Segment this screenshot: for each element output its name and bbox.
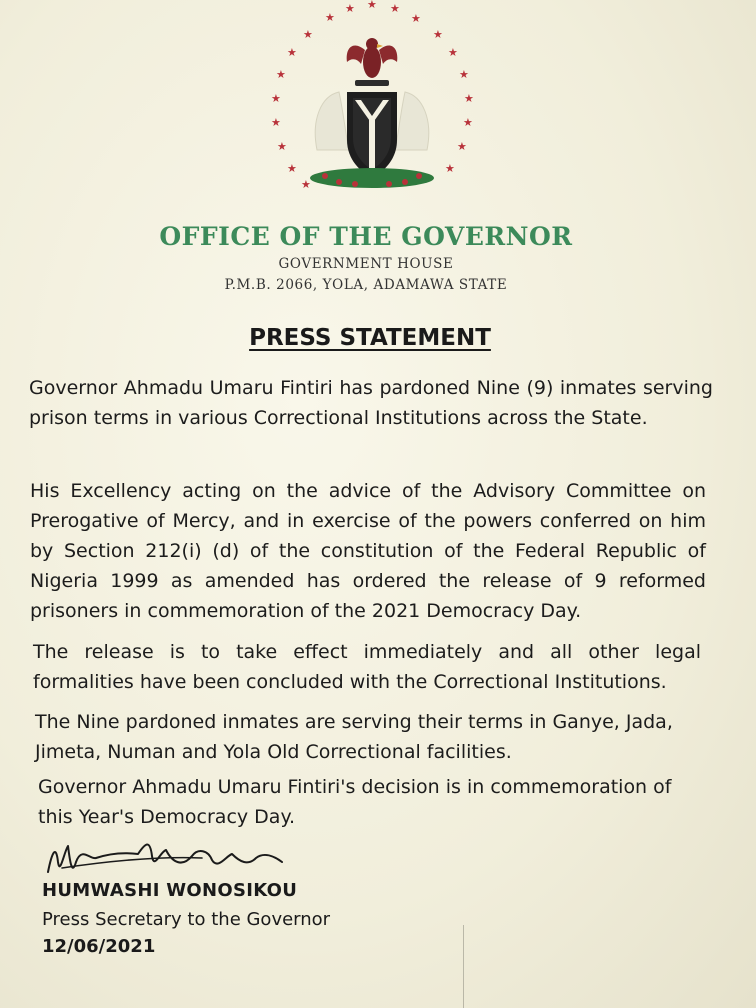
- svg-text:★: ★: [445, 162, 455, 175]
- paragraph-1: Governor Ahmadu Umaru Fintiri has pardoned Nine (9) inmates serving prison terms in various Correctional Institutions across the State.: [29, 377, 713, 429]
- office-title: OFFICE OF THE GOVERNOR: [159, 222, 573, 251]
- signatory-name: HUMWASHI WONOSIKOU: [42, 880, 298, 901]
- base-flowers: [310, 168, 434, 188]
- coat-of-arms-emblem: [265, 0, 480, 200]
- svg-text:★: ★: [463, 116, 473, 129]
- svg-text:★: ★: [433, 28, 443, 41]
- paper-fold-line: [463, 925, 464, 1008]
- svg-text:★: ★: [457, 140, 467, 153]
- svg-text:★: ★: [301, 178, 311, 191]
- shield-icon: [347, 92, 397, 178]
- svg-text:★: ★: [277, 140, 287, 153]
- document-heading: PRESS STATEMENT: [249, 325, 491, 351]
- eagle-icon: [347, 38, 398, 86]
- svg-text:★: ★: [325, 11, 335, 24]
- paragraph-4: The Nine pardoned inmates are serving their terms in Ganye, Jada, Jimeta, Numan and Yola Old Correctional facilities.: [35, 711, 673, 763]
- government-house-label: GOVERNMENT HOUSE: [278, 256, 454, 272]
- paragraph-2: His Excellency acting on the advice of the Advisory Committee on Prerogative of Mercy, and in exercise of the powers conferred on him by Section 212(i) (d) of the constitution of the Federal Republic of Nigeria 1999 as amended has ordered the release of 9 reformed prisoners in commemoration of the 2021 Democracy Day.: [30, 480, 706, 622]
- svg-text:★: ★: [367, 0, 377, 11]
- svg-text:★: ★: [464, 92, 474, 105]
- signatory-title: Press Secretary to the Governor: [42, 909, 331, 930]
- paragraph-5: Governor Ahmadu Umaru Fintiri's decision is in commemoration of this Year's Democracy Day.: [38, 776, 672, 828]
- paragraph-3: The release is to take effect immediately and all other legal formalities have been concluded with the Correctional Institutions.: [33, 641, 701, 693]
- statement-date: 12/06/2021: [42, 936, 156, 957]
- svg-text:★: ★: [287, 46, 297, 59]
- svg-text:★: ★: [303, 28, 313, 41]
- svg-text:★: ★: [287, 162, 297, 175]
- svg-text:★: ★: [276, 68, 286, 81]
- svg-text:★: ★: [345, 2, 355, 15]
- svg-text:★: ★: [271, 92, 281, 105]
- svg-text:★: ★: [448, 46, 458, 59]
- postal-address: P.M.B. 2066, YOLA, ADAMAWA STATE: [224, 277, 508, 293]
- svg-text:★: ★: [459, 68, 469, 81]
- svg-text:★: ★: [390, 2, 400, 15]
- svg-text:★: ★: [271, 116, 281, 129]
- svg-text:★: ★: [411, 12, 421, 25]
